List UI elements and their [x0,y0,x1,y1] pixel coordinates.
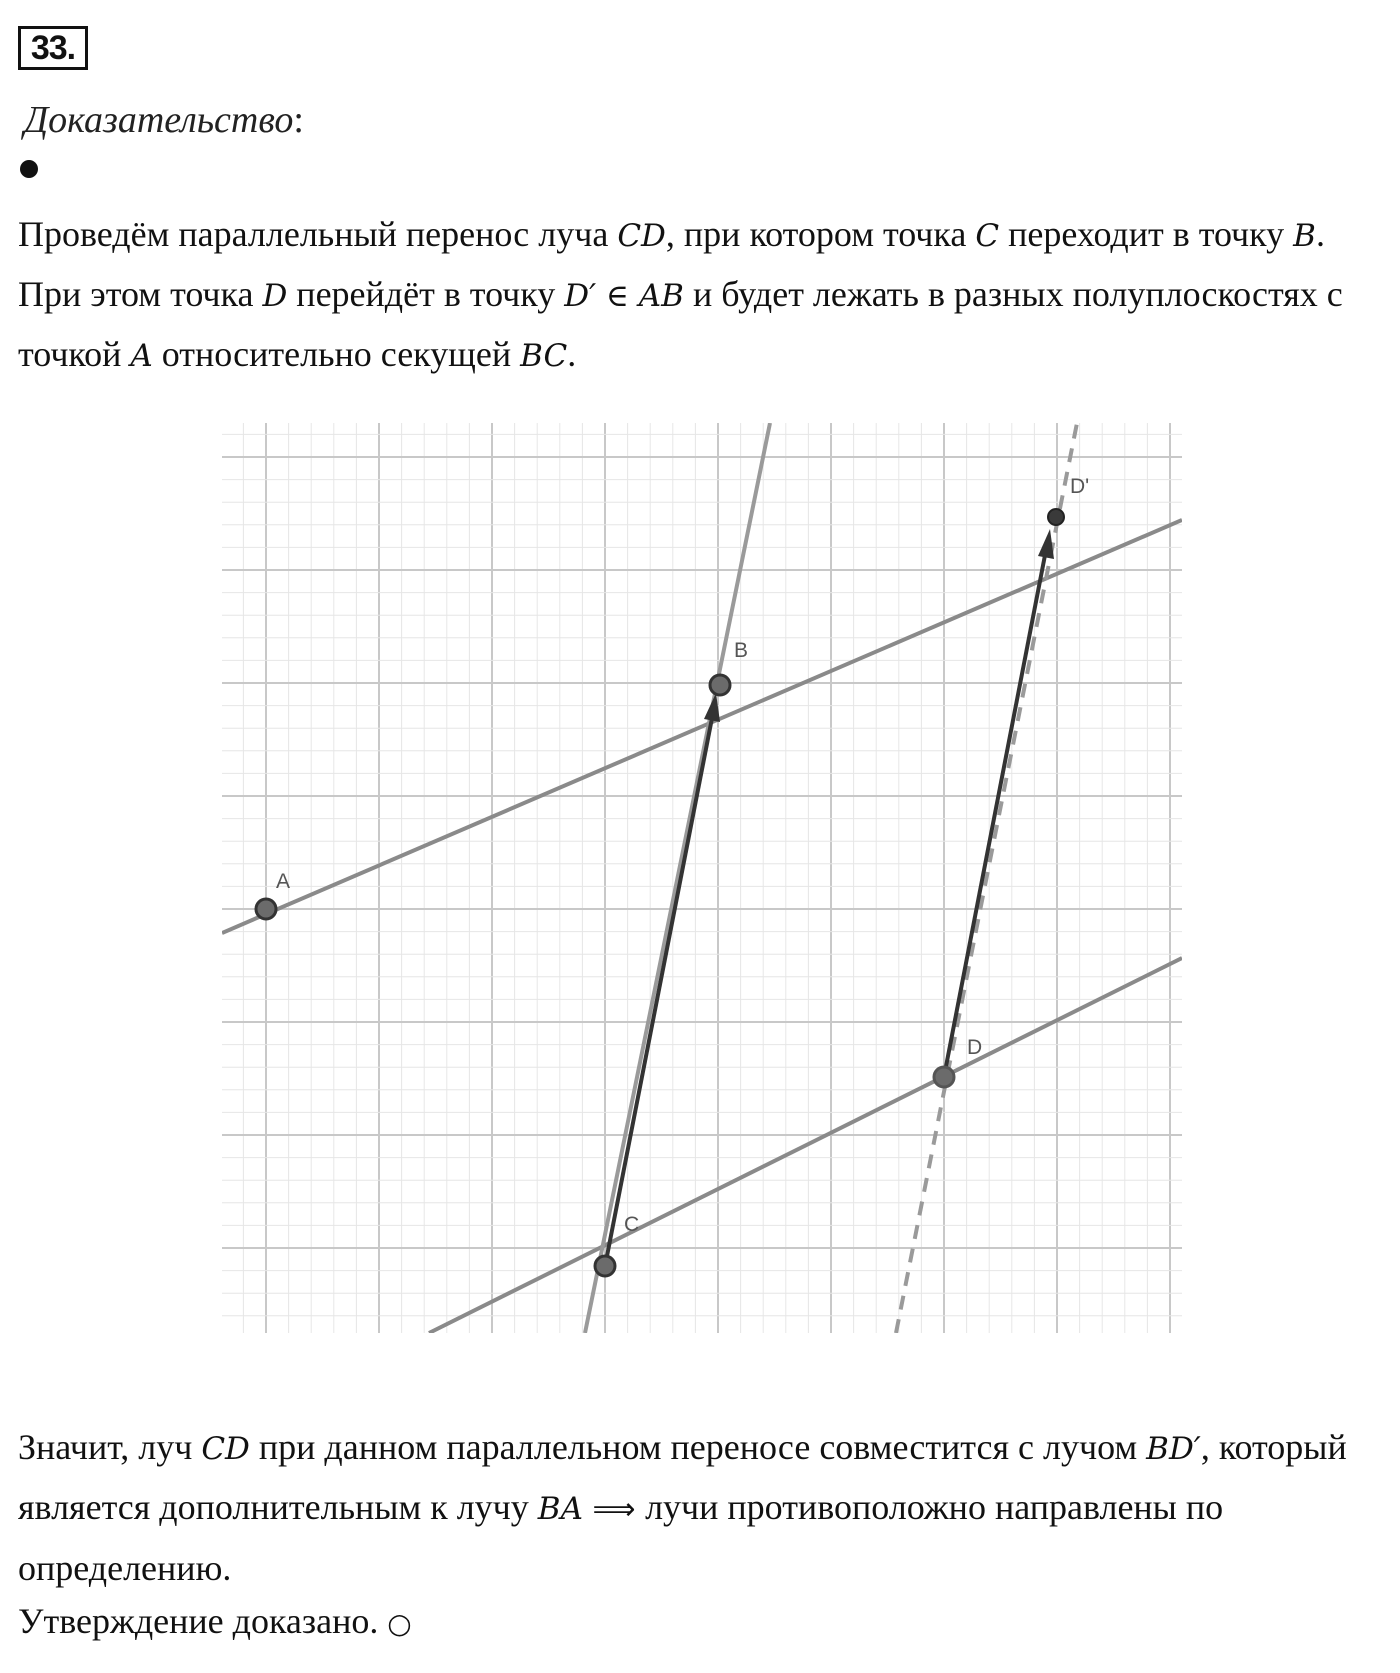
label-a: A [276,870,291,893]
math-point-c: C [975,218,1000,254]
p1-text: . [567,334,577,374]
dashed-line-dd-prime [896,423,1077,1333]
proof-label [24,98,304,142]
p2-text: при данном параллельном переносе совместится с лучом [249,1427,1147,1467]
math-line-bc: BC [520,338,568,374]
math-ray-cd: CD [201,1431,250,1467]
paragraph-2 [18,1418,1388,1597]
math-ray-cd: CD [617,218,666,254]
point-c [595,1256,615,1276]
implies-symbol: ⟹ [582,1492,646,1527]
end-of-proof-mark: ○ [378,1607,412,1640]
p1-text: , при котором точка [665,214,976,254]
vector-cb [607,713,713,1256]
vector-dd-prime-arrowhead [1038,529,1054,559]
point-d-prime [1048,509,1064,525]
paragraph-1 [18,205,1388,385]
math-d-prime-in-ab: D′ ∈ AB [564,278,684,314]
label-b: B [734,639,749,662]
problem-number: 33. [18,26,88,70]
p2-text: лучи противоположно направлены по определению. [18,1487,1224,1588]
math-ray-bd-prime: BD′ [1146,1431,1201,1467]
point-d [934,1067,954,1087]
conclusion-text: Утверждение доказано. [18,1601,379,1641]
math-point-a: A [130,338,153,374]
p2-text: , который является дополнительным к лучу [18,1427,1347,1527]
point-b [710,675,730,695]
label-d: D [967,1036,983,1059]
geometry-figure [222,423,1182,1333]
math-ray-ba: BA [537,1491,583,1527]
point-a [256,899,276,919]
p1-text: . При этом точка [18,214,1325,314]
conclusion [18,1592,1388,1653]
p1-text: переходит в точку [999,214,1294,254]
p1-text: относительно секущей [152,334,521,374]
p2-text: Значит, луч [18,1427,202,1467]
label-d-prime: D' [1070,475,1090,498]
math-point-b: B [1293,218,1316,254]
line-cd [429,958,1182,1333]
proof-label-text: Доказательство [24,99,294,141]
label-c: C [624,1213,640,1236]
math-point-d: D [262,278,288,314]
proof-label-colon: : [293,99,304,141]
bullet-point [20,160,38,178]
p1-text: перейдёт в точку [287,274,565,314]
p1-text: Проведём параллельный перенос луча [18,214,618,254]
line-bc [585,423,770,1333]
p1-text: и будет лежать в разных полуплоскостях с точкой [18,274,1343,374]
